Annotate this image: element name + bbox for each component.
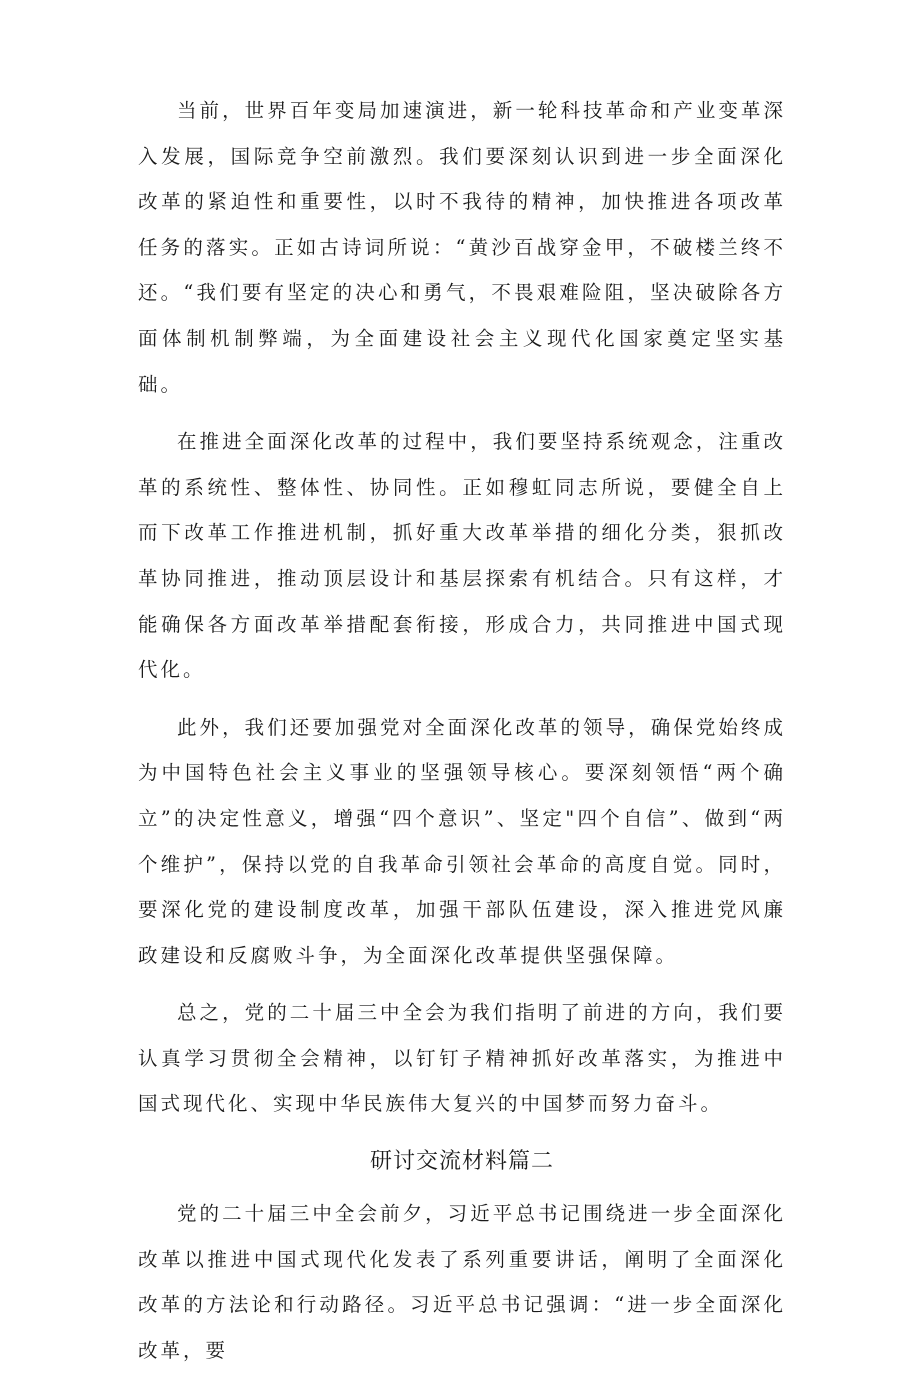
document-page bbox=[138, 88, 786, 1373]
body-paragraph-1: 当前，世界百年变局加速演进，新一轮科技革命和产业变革深入发展，国际竞争空前激烈。我们要深刻认识到进一步全面深化改革的紧迫性和重要性，以时不我待的精神，加快推进各项改革任务的落实。正如古诗词所说：“黄沙百战穿金甲，不破楼兰终不还。“我们要有坚定的决心和勇气，不畏艰难险阻，坚决破除各方面体制机制弊端，为全面建设社会主义现代化国家奠定坚实基础。 bbox=[138, 99, 786, 396]
section-heading: 研讨交流材料篇二 bbox=[369, 1149, 554, 1175]
body-paragraph-4: 总之，党的二十届三中全会为我们指明了前进的方向，我们要认真学习贯彻全会精神，以钉钉子精神抓好改革落实，为推进中国式现代化、实现中华民族伟大复兴的中国梦而努力奋斗。 bbox=[138, 1001, 786, 1116]
body-paragraph-3: 此外，我们还要加强党对全面深化改革的领导，确保党始终成为中国特色社会主义事业的坚强领导核心。要深刻领悟“两个确立”的决定性意义，增强“四个意识”、坚定"四个自信”、做到“两个维护”，保持以党的自我革命引领社会革命的高度自觉。同时，要深化党的建设制度改革，加强干部队伍建设，深入推进党风廉政建设和反腐败斗争，为全面深化改革提供坚强保障。 bbox=[138, 715, 786, 967]
body-paragraph-2: 在推进全面深化改革的过程中，我们要坚持系统观念，注重改革的系统性、整体性、协同性。正如穆虹同志所说，要健全自上而下改革工作推进机制，抓好重大改革举措的细化分类，狠抓改革协同推进，推动顶层设计和基层探索有机结合。只有这样，才能确保各方面改革举措配套衔接，形成合力，共同推进中国式现代化。 bbox=[138, 430, 786, 682]
section-paragraph-1: 党的二十届三中全会前夕，习近平总书记围绕进一步全面深化改革以推进中国式现代化发表了系列重要讲话，阐明了全面深化改革的方法论和行动路径。习近平总书记强调：“进一步全面深化改革，要 bbox=[138, 1202, 786, 1362]
